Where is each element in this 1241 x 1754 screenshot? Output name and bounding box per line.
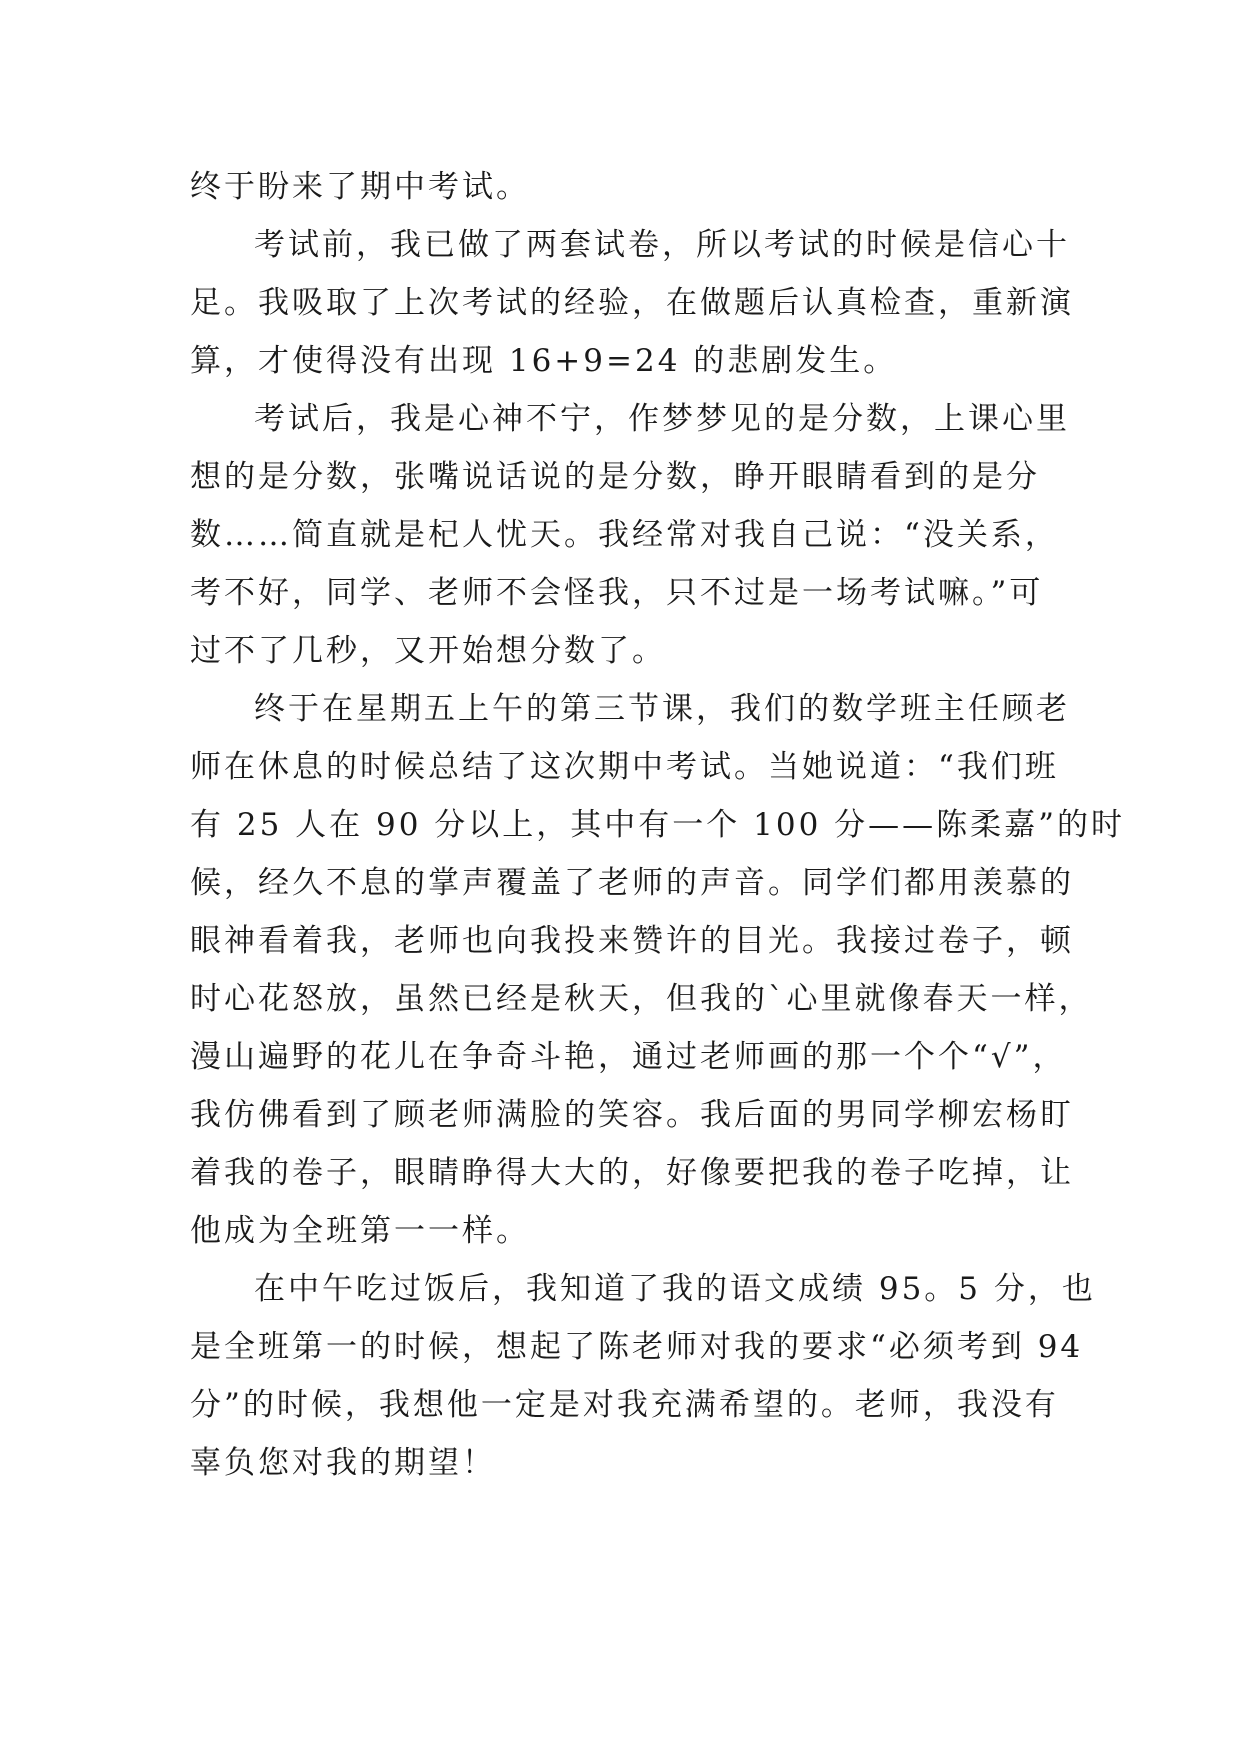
text-line: 终于在星期五上午的第三节课，我们的数学班主任顾老: [254, 691, 1070, 727]
text-line: 考试后，我是心神不宁，作梦梦见的是分数，上课心里: [254, 401, 1070, 437]
text-line: 分”的时候，我想他一定是对我充满希望的。老师，我没有: [190, 1387, 1059, 1423]
text-line: 在中午吃过饭后，我知道了我的语文成绩 95。5 分，也: [254, 1271, 1096, 1307]
text-line: 辜负您对我的期望！: [190, 1445, 496, 1481]
text-line: 数……简直就是杞人忧天。我经常对我自己说：“没关系，: [190, 517, 1059, 553]
paragraph: [190, 1260, 1096, 1492]
text-line: 师在休息的时候总结了这次期中考试。当她说道：“我们班: [190, 749, 1059, 785]
text-line: 我仿佛看到了顾老师满脸的笑容。我后面的男同学柳宏杨盯: [190, 1097, 1074, 1133]
text-line: 眼神看着我，老师也向我投来赞许的目光。我接过卷子，顿: [190, 923, 1074, 959]
text-line: 想的是分数，张嘴说话说的是分数，睁开眼睛看到的是分: [190, 459, 1040, 495]
text-line: 时心花怒放，虽然已经是秋天，但我的`心里就像春天一样，: [190, 981, 1093, 1017]
text-line: 考试前，我已做了两套试卷，所以考试的时候是信心十: [254, 227, 1070, 263]
text-line: 算，才使得没有出现 16+9=24 的悲剧发生。: [190, 343, 898, 379]
text-line: 漫山遍野的花儿在争奇斗艳，通过老师画的那一个个“√”，: [190, 1039, 1067, 1075]
text-line: 他成为全班第一一样。: [190, 1213, 530, 1249]
text-line: 足。我吸取了上次考试的经验，在做题后认真检查，重新演: [190, 285, 1074, 321]
text-line: 着我的卷子，眼睛睁得大大的，好像要把我的卷子吃掉，让: [190, 1155, 1074, 1191]
paragraph: [190, 390, 1070, 680]
text-line: 有 25 人在 90 分以上，其中有一个 100 分——陈柔嘉”的时: [190, 807, 1126, 843]
text-line: 候，经久不息的掌声覆盖了老师的声音。同学们都用羡慕的: [190, 865, 1074, 901]
paragraph: [190, 216, 1074, 390]
paragraph: [190, 680, 1126, 1260]
text-line: 考不好，同学、老师不会怪我，只不过是一场考试嘛。”可: [190, 575, 1044, 611]
text-line: 过不了几秒，又开始想分数了。: [190, 633, 666, 669]
essay-body: [190, 158, 1126, 1492]
paragraph: [190, 158, 1070, 216]
text-line: 终于盼来了期中考试。: [190, 169, 530, 205]
text-line: 是全班第一的时候，想起了陈老师对我的要求“必须考到 94: [190, 1329, 1084, 1365]
